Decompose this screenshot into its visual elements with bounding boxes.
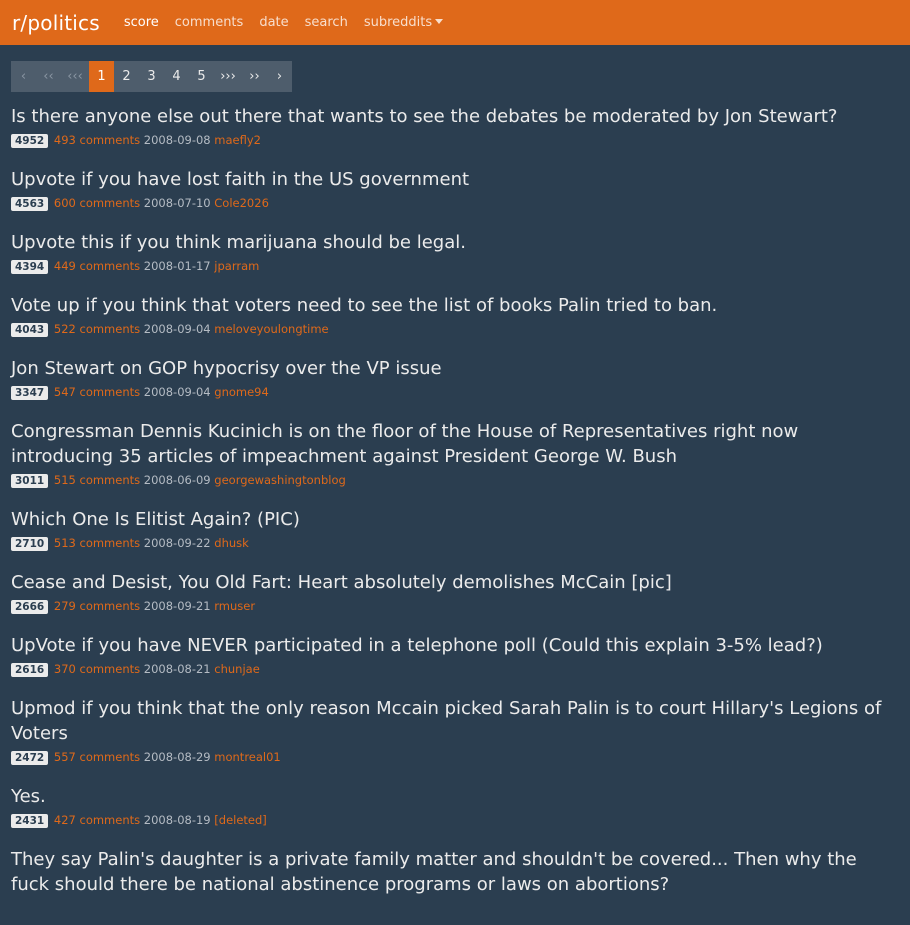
post-meta <box>11 749 910 765</box>
pagination <box>11 61 292 92</box>
post-meta <box>11 472 910 488</box>
nav-sort-comments[interactable]: comments <box>174 15 244 30</box>
score-badge: 4563 <box>11 197 48 211</box>
post-date: 2008-08-29 <box>143 750 211 764</box>
score-badge: 3011 <box>11 474 48 488</box>
author-link[interactable]: georgewashingtonblog <box>214 473 346 487</box>
author-link[interactable]: jparram <box>214 259 260 273</box>
post-title-link[interactable]: Cease and Desist, You Old Fart: Heart absolutely demolishes McCain [pic] <box>11 572 672 593</box>
post-title-link[interactable]: Jon Stewart on GOP hypocrisy over the VP issue <box>11 358 442 379</box>
author-link[interactable]: gnome94 <box>214 385 269 399</box>
subreddits-dropdown-label: subreddits <box>363 15 433 30</box>
post-date: 2008-07-10 <box>143 196 211 210</box>
post-date: 2008-01-17 <box>143 259 211 273</box>
author-link[interactable]: dhusk <box>214 536 249 550</box>
nav-search[interactable]: search <box>304 15 348 30</box>
list-item <box>11 784 910 828</box>
page-forward-3-button[interactable]: ››› <box>220 69 236 84</box>
list-item <box>11 356 910 400</box>
comments-link[interactable]: 427 comments <box>53 813 141 827</box>
list-item <box>11 570 910 614</box>
post-title-link[interactable]: UpVote if you have NEVER participated in a telephone poll (Could this explain 3-5% lead?) <box>11 635 823 656</box>
list-item <box>11 230 910 274</box>
post-meta <box>11 258 910 274</box>
post-date: 2008-09-08 <box>143 133 211 147</box>
list-item <box>11 293 910 337</box>
post-date: 2008-08-19 <box>143 813 211 827</box>
page-3-button[interactable]: 3 <box>147 69 156 84</box>
top-navbar <box>0 0 910 45</box>
score-badge: 2431 <box>11 814 48 828</box>
score-badge: 2666 <box>11 600 48 614</box>
score-badge: 4952 <box>11 134 48 148</box>
post-title-link[interactable]: Is there anyone else out there that wants to see the debates be moderated by Jon Stewart? <box>11 106 838 127</box>
page-back-3-button[interactable]: ‹‹‹ <box>67 69 83 84</box>
subreddits-dropdown[interactable] <box>364 15 443 30</box>
post-meta <box>11 321 910 337</box>
post-date: 2008-06-09 <box>143 473 211 487</box>
score-badge: 4394 <box>11 260 48 274</box>
post-meta <box>11 195 910 211</box>
list-item <box>11 104 910 148</box>
post-meta <box>11 384 910 400</box>
comments-link[interactable]: 493 comments <box>53 133 141 147</box>
comments-link[interactable]: 513 comments <box>53 536 141 550</box>
score-badge: 2616 <box>11 663 48 677</box>
comments-link[interactable]: 522 comments <box>53 322 141 336</box>
page-1-button[interactable]: 1 <box>89 61 114 92</box>
comments-link[interactable]: 370 comments <box>53 662 141 676</box>
list-item <box>11 847 910 897</box>
page-last-button[interactable]: › <box>276 69 283 84</box>
post-meta <box>11 661 910 677</box>
post-list <box>0 92 910 897</box>
author-link[interactable]: montreal01 <box>214 750 281 764</box>
post-meta <box>11 812 910 828</box>
page-5-button[interactable]: 5 <box>197 69 206 84</box>
post-title-link[interactable]: Upmod if you think that the only reason Mccain picked Sarah Palin is to court Hillary's Legions of Voters <box>11 698 882 744</box>
post-title-link[interactable]: Which One Is Elitist Again? (PIC) <box>11 509 300 530</box>
post-title-link[interactable]: Upvote this if you think marijuana should be legal. <box>11 232 466 253</box>
list-item <box>11 167 910 211</box>
author-link[interactable]: Cole2026 <box>214 196 269 210</box>
post-date: 2008-09-21 <box>143 599 211 613</box>
list-item <box>11 696 910 765</box>
post-meta <box>11 598 910 614</box>
post-date: 2008-09-04 <box>143 322 211 336</box>
author-link[interactable]: meloveyoulongtime <box>214 322 329 336</box>
author-link[interactable]: rmuser <box>214 599 256 613</box>
author-link[interactable]: maefly2 <box>214 133 261 147</box>
brand-link[interactable]: r/politics <box>12 10 100 35</box>
post-title-link[interactable]: Vote up if you think that voters need to see the list of books Palin tried to ban. <box>11 295 718 316</box>
post-date: 2008-09-22 <box>143 536 211 550</box>
caret-down-icon <box>435 19 443 24</box>
comments-link[interactable]: 600 comments <box>53 196 141 210</box>
post-meta <box>11 535 910 551</box>
page-forward-2-button[interactable]: ›› <box>249 69 260 84</box>
post-title-link[interactable]: Upvote if you have lost faith in the US government <box>11 169 470 190</box>
page-back-2-button[interactable]: ‹‹ <box>43 69 54 84</box>
page-first-button[interactable]: ‹ <box>20 69 27 84</box>
nav-sort-date[interactable]: date <box>259 15 289 30</box>
comments-link[interactable]: 279 comments <box>53 599 141 613</box>
post-title-link[interactable]: Congressman Dennis Kucinich is on the floor of the House of Representatives right now introducing 35 articles of impeachment against President George W. Bush <box>11 421 799 467</box>
author-link[interactable]: chunjae <box>214 662 260 676</box>
score-badge: 2472 <box>11 751 48 765</box>
nav-sort-score[interactable]: score <box>123 15 159 30</box>
comments-link[interactable]: 547 comments <box>53 385 141 399</box>
list-item <box>11 507 910 551</box>
post-title-link[interactable]: Yes. <box>11 786 46 807</box>
page-2-button[interactable]: 2 <box>122 69 131 84</box>
score-badge: 2710 <box>11 537 48 551</box>
page-4-button[interactable]: 4 <box>172 69 181 84</box>
post-title-link[interactable]: They say Palin's daughter is a private family matter and shouldn't be covered... Then why the fuck should there be national abstinence programs or laws on abortions? <box>11 849 857 895</box>
list-item <box>11 419 910 488</box>
post-meta <box>11 132 910 148</box>
list-item <box>11 633 910 677</box>
post-date: 2008-08-21 <box>143 662 211 676</box>
score-badge: 3347 <box>11 386 48 400</box>
comments-link[interactable]: 515 comments <box>53 473 141 487</box>
post-date: 2008-09-04 <box>143 385 211 399</box>
comments-link[interactable]: 557 comments <box>53 750 141 764</box>
author-link[interactable]: [deleted] <box>214 813 267 827</box>
score-badge: 4043 <box>11 323 48 337</box>
comments-link[interactable]: 449 comments <box>53 259 141 273</box>
